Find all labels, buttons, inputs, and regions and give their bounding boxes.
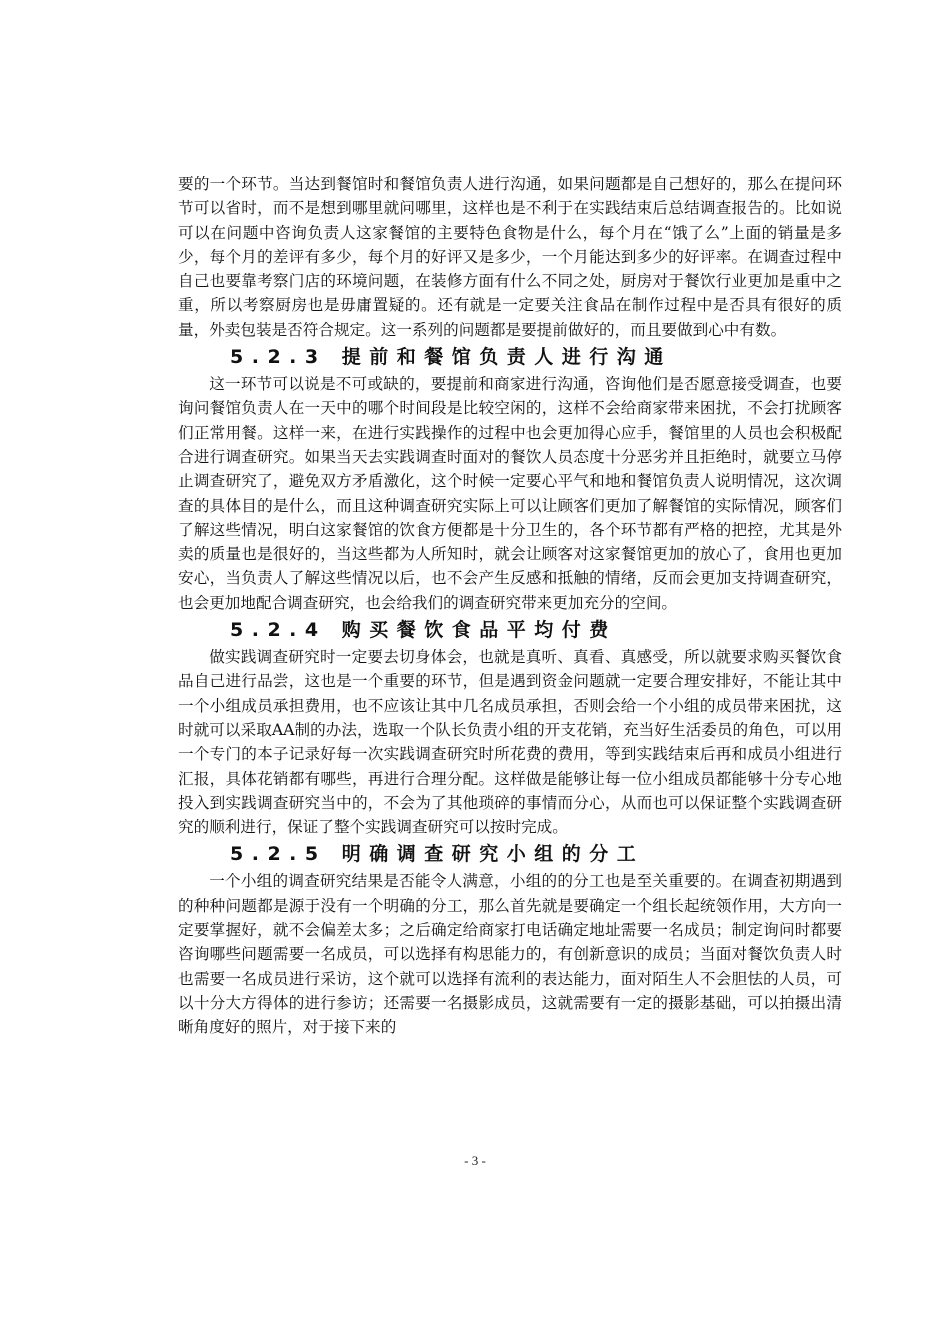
section-heading-5-2-5: 5.2.5 明确调查研究小组的分工: [230, 843, 645, 866]
body-paragraph: 一个小组的调查研究结果是否能令人满意，小组的的分工也是至关重要的。在调查初期遇到的种种问题都是源于没有一个明确的分工，那么首先就是要确定一个组长起统领作用，大方向一定要掌握好，就不会偏差太多；之后确定给商家打电话确定地址需要一名成员；制定询问时都要咨询哪些问题需要一名成员，可以选择有构思能力的，有创新意识的成员；当面对餐饮负责人时也需要一名成员进行采访，这个就可以选择有流利的表达能力，面对陌生人不会胆怯的人员，可以十分大方得体的进行参访；还需要一名摄影成员，这就需要有一定的摄影基础，可以拍摄出清晰角度好的照片，对于接下来的: [178, 872, 842, 1037]
section-heading-5-2-3: 5.2.3 提前和餐馆负责人进行沟通: [230, 346, 672, 369]
document-body: [178, 172, 842, 1040]
section-heading-5-2-4: 5.2.4 购买餐饮食品平均付费: [230, 619, 617, 642]
body-paragraph: 这一环节可以说是不可或缺的，要提前和商家进行沟通，咨询他们是否愿意接受调查，也要询问餐馆负责人在一天中的哪个时间段是比较空闲的，这样不会给商家带来困扰，不会打扰顾客们正常用餐。这样一来，在进行实践操作的过程中也会更加得心应手，餐馆里的人员也会积极配合进行调查研究。如果当天去实践调查时面对的餐饮人员态度十分恶劣并且拒绝时，就要立马停止调查研究了，避免双方矛盾激化，这个时候一定要心平气和地和餐馆负责人说明情况，这次调查的具体目的是什么，而且这种调查研究实际上可以让顾客们更加了解餐馆的实际情况，顾客们了解这些情况，明白这家餐馆的饮食方便都是十分卫生的，各个环节都有严格的把控，尤其是外卖的质量也是很好的，当这些都为人所知时，就会让顾客对这家餐馆更加的放心了，食用也更加安心，当负责人了解这些情况以后，也不会产生反感和抵触的情绪，反而会更加支持调查研究，也会更加地配合调查研究，也会给我们的调查研究带来更加充分的空间。: [178, 375, 842, 612]
body-paragraph: 要的一个环节。当达到餐馆时和餐馆负责人进行沟通，如果问题都是自己想好的，那么在提问环节可以省时，而不是想到哪里就问哪里，这样也是不利于在实践结束后总结调查报告的。比如说可以在问题中咨询负责人这家餐馆的主要特色食物是什么，每个月在“饿了么”上面的销量是多少，每个月的差评有多少，每个月的好评又是多少，一个月能达到多少的好评率。在调查过程中自己也要靠考察门店的环境问题，在装修方面有什么不同之处，厨房对于餐饮行业更加是重中之重，所以考察厨房也是毋庸置疑的。还有就是一定要关注食品在制作过程中是否具有很好的质量，外卖包装是否符合规定。这一系列的问题都是要提前做好的，而且要做到心中有数。: [178, 175, 842, 339]
page-number: - 3 -: [464, 1153, 486, 1168]
body-paragraph: 做实践调查研究时一定要去切身体会，也就是真听、真看、真感受，所以就要求购买餐饮食品自己进行品尝，这也是一个重要的环节，但是遇到资金问题就一定要合理安排好，不能让其中一个小组成员承担费用，也不应该让其中几名成员承担，否则会给一个小组的成员带来困扰，这时就可以采取AA制的办法，选取一个队长负责小组的开支花销，充当好生活委员的角色，可以用一个专门的本子记录好每一次实践调查研究时所花费的费用，等到实践结束后再和成员小组进行汇报，具体花销都有哪些，再进行合理分配。这样做是能够让每一位小组成员都能够十分专心地投入到实践调查研究当中的，不会为了其他琐碎的事情而分心，从而也可以保证整个实践调查研究的顺利进行，保证了整个实践调查研究可以按时完成。: [178, 648, 842, 837]
